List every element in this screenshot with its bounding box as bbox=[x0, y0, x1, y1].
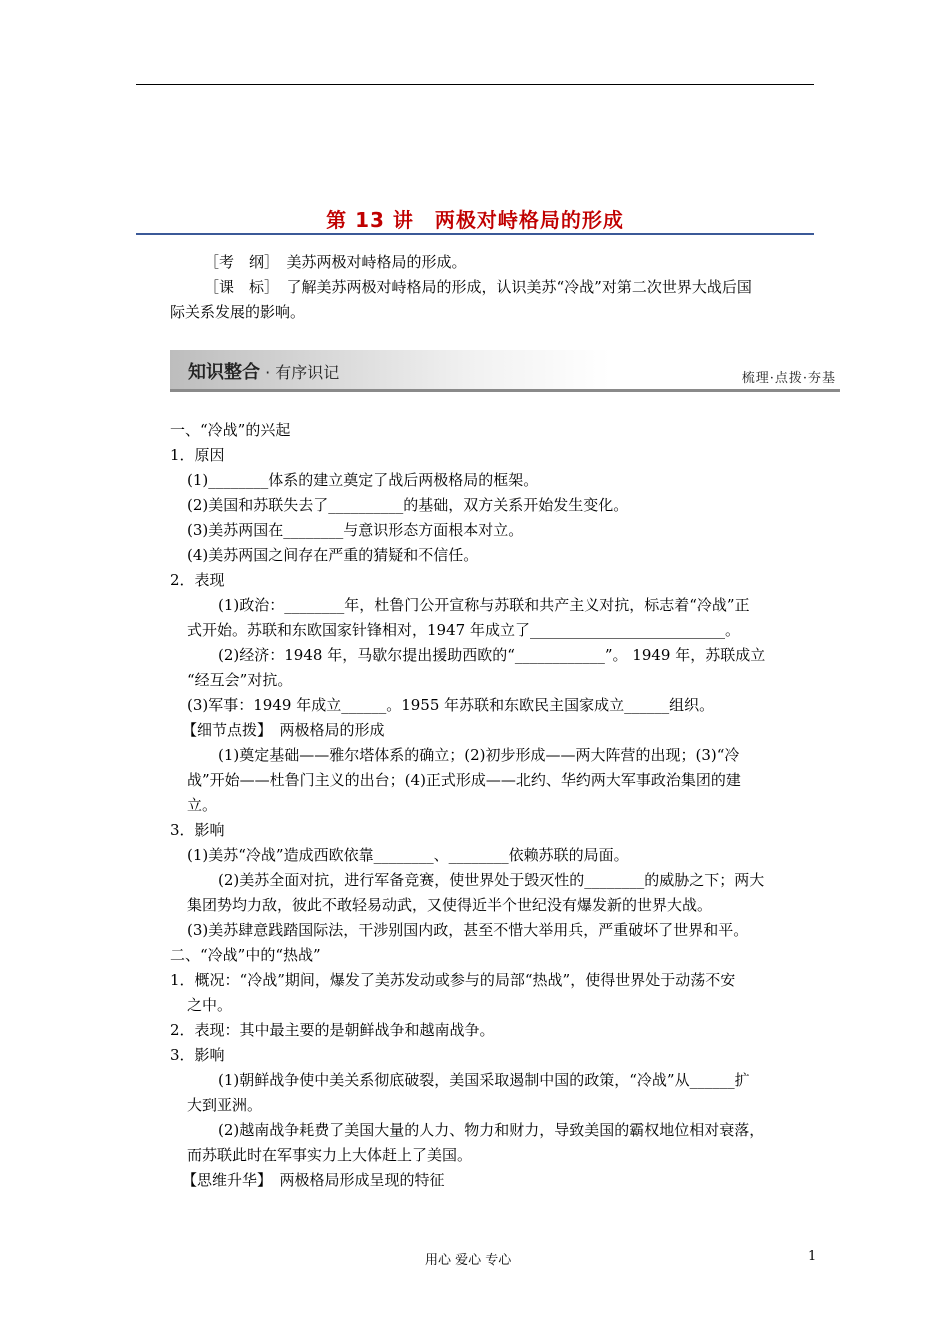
banner-underline bbox=[170, 389, 840, 392]
s2-impact-2a: (2)越南战争耗费了美国大量的人力、物力和财力，导致美国的霸权地位相对衰落， bbox=[218, 1121, 765, 1139]
s2-impact-2b: 而苏联此时在军事实力上大体赶上了美国。 bbox=[187, 1146, 473, 1164]
kebiao-line-2: 际关系发展的影响。 bbox=[170, 303, 306, 321]
section-2-title: 二、“冷战”中的“热战” bbox=[170, 946, 321, 964]
think-title: 【思维升华】 两极格局形成呈现的特征 bbox=[182, 1171, 445, 1189]
footer-center: 用心 爱心 专心 bbox=[425, 1253, 512, 1268]
s1-reason-3: (3)美苏两国在________与意识形态方面根本对立。 bbox=[187, 521, 524, 539]
title-underline bbox=[136, 233, 814, 235]
s1-political-2: 式开始。苏联和东欧国家针锋相对，1947 年成立了__________________________。 bbox=[187, 621, 740, 639]
s1-manifest-heading: 2．表现 bbox=[170, 571, 225, 589]
s1-impact-2b: 集团势均力敌，彼此不敢轻易动武，又使得近半个世纪没有爆发新的世界大战。 bbox=[187, 896, 713, 914]
detail-tip-title: 【细节点拨】 两极格局的形成 bbox=[182, 721, 385, 739]
s1-reason-4: (4)美苏两国之间存在严重的猜疑和不信任。 bbox=[187, 546, 479, 564]
kaogang-line: ［考 纲］ 美苏两极对峙格局的形成。 bbox=[204, 253, 467, 271]
detail-tip-3: 立。 bbox=[187, 796, 218, 814]
lesson-title: 第 13 讲 两极对峙格局的形成 bbox=[326, 208, 624, 232]
s1-military: (3)军事：1949 年成立______。1955 年苏联和东欧民主国家成立______组织。 bbox=[187, 696, 715, 714]
s2-impact-1b: 大到亚洲。 bbox=[187, 1096, 263, 1114]
s1-economic-2: “经互会”对抗。 bbox=[187, 671, 293, 689]
s1-economic-1: (2)经济：1948 年，马歇尔提出援助西欧的“____________”。 1949 年，苏联成立 bbox=[218, 646, 766, 664]
s2-overview-2: 之中。 bbox=[187, 996, 233, 1014]
s1-reason-2: (2)美国和苏联失去了__________的基础，双方关系开始发生变化。 bbox=[187, 496, 629, 514]
banner-sub-text: · 有序识记 bbox=[260, 363, 340, 382]
s1-reason-1: (1)________体系的建立奠定了战后两极格局的框架。 bbox=[187, 471, 539, 489]
s1-reason-heading: 1．原因 bbox=[170, 446, 225, 464]
header-rule bbox=[136, 84, 814, 85]
s2-overview-1: 1．概况：“冷战”期间，爆发了美苏发动或参与的局部“热战”，使得世界处于动荡不安 bbox=[170, 971, 736, 989]
s2-impact-1a: (1)朝鲜战争使中美关系彻底破裂，美国采取遏制中国的政策，“冷战”从______扩 bbox=[218, 1071, 750, 1089]
detail-tip-1: (1)奠定基础——雅尔塔体系的确立；(2)初步形成——两大阵营的出现；(3)“冷 bbox=[218, 746, 740, 764]
s1-political-1: (1)政治：________年，杜鲁门公开宣称与苏联和共产主义对抗，标志着“冷战”正 bbox=[218, 596, 750, 614]
s1-impact-3: (3)美苏肆意践踏国际法，干涉别国内政，甚至不惜大举用兵，严重破坏了世界和平。 bbox=[187, 921, 749, 939]
s1-impact-2a: (2)美苏全面对抗，进行军备竞赛，使世界处于毁灭性的________的威胁之下；两大 bbox=[218, 871, 765, 889]
s1-impact-heading: 3．影响 bbox=[170, 821, 225, 839]
detail-tip-2: 战”开始——杜鲁门主义的出台；(4)正式形成——北约、华约两大军事政治集团的建 bbox=[187, 771, 741, 789]
banner-right-text: 梳理·点拨·夯基 bbox=[741, 371, 836, 386]
banner-heading bbox=[188, 358, 339, 384]
banner-main-text: 知识整合 bbox=[188, 362, 260, 383]
s2-manifest: 2．表现：其中最主要的是朝鲜战争和越南战争。 bbox=[170, 1021, 495, 1039]
s1-impact-1: (1)美苏“冷战”造成西欧依靠________、________依赖苏联的局面。 bbox=[187, 846, 629, 864]
kebiao-line-1: ［课 标］ 了解美苏两极对峙格局的形成，认识美苏“冷战”对第二次世界大战后国 bbox=[204, 278, 752, 296]
section-banner bbox=[170, 350, 840, 392]
page-number: 1 bbox=[808, 1249, 817, 1264]
section-1-title: 一、“冷战”的兴起 bbox=[170, 421, 291, 439]
s2-impact-heading: 3．影响 bbox=[170, 1046, 225, 1064]
